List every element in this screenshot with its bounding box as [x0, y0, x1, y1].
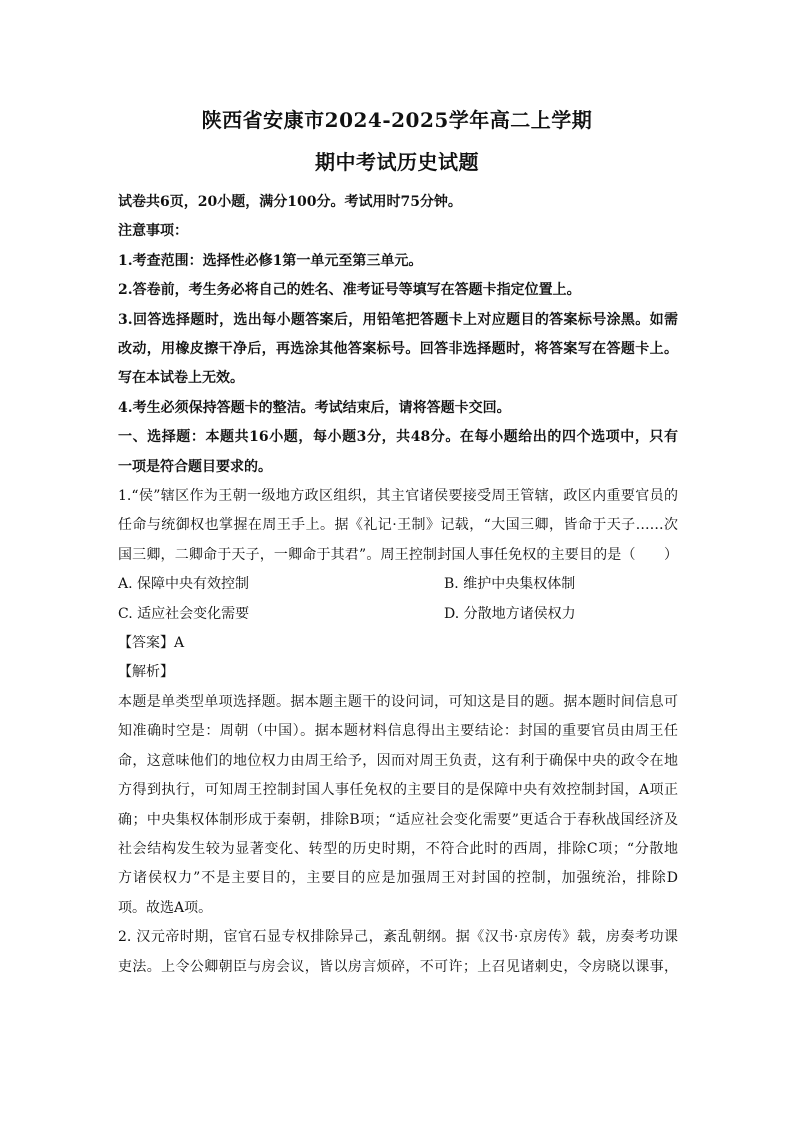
- analysis-line: 社会结构发生较为显著变化、转型的历史时期，不符合此时的西周，排除C项；“分散地: [118, 840, 678, 857]
- document-body: [118, 188, 678, 982]
- option-b: B. 维护中央集权体制: [444, 576, 576, 593]
- option-d: D. 分散地方诸侯权力: [444, 605, 576, 622]
- option-a: A. 保障中央有效控制: [118, 576, 250, 593]
- question-1-stem: 国三卿，二卿命于天子，一卿命于其君”。周王控制封国人事任免权的主要目的是（ ）: [118, 546, 678, 563]
- note-item: 改动，用橡皮擦干净后，再选涂其他答案标号。回答非选择题时，将答案写在答题卡上。: [118, 341, 678, 358]
- question-1-stem: 任命与统御权也掌握在周王手上。据《礼记·王制》记载，“大国三卿，皆命于天子……次: [118, 517, 678, 534]
- question-2-stem: 吏法。上令公卿朝臣与房会议，皆以房言烦碎，不可许；上召见诸刺史，令房晓以课事，: [118, 958, 678, 975]
- question-1-answer: 【答案】A: [118, 635, 185, 652]
- exam-intro: 试卷共6页，20小题，满分100分。考试用时75分钟。: [118, 194, 462, 210]
- note-item: 写在本试卷上无效。: [118, 370, 244, 387]
- note-item: 4.考生必须保持答题卡的整洁。考试结束后，请将答题卡交回。: [118, 399, 511, 416]
- question-1-options-row: [118, 600, 678, 629]
- analysis-line: 确；中央集权体制形成于秦朝，排除B项；“适应社会变化需要”更适合于春秋战国经济及: [118, 811, 678, 828]
- analysis-line: 项。故选A项。: [118, 899, 213, 916]
- option-c: C. 适应社会变化需要: [118, 605, 250, 622]
- question-1-options-row: [118, 570, 678, 599]
- note-item: 1.考查范围：选择性必修1第一单元至第三单元。: [118, 252, 423, 269]
- analysis-line: 知准确时空是：周朝（中国）。据本题材料信息得出主要结论：封国的重要官员由周王任: [118, 723, 678, 740]
- analysis-line: 命，这意味他们的地位权力由周王给予，因而对周王负责，这有利于确保中央的政令在地: [118, 752, 678, 769]
- notes-heading: 注意事项：: [118, 223, 188, 240]
- analysis-line: 本题是单类型单项选择题。据本题主题干的设问词，可知这是目的题。据本题时间信息可: [118, 693, 678, 710]
- question-2-stem: 2. 汉元帝时期，宦官石显专权排除异己，紊乱朝纲。据《汉书·京房传》载，房奏考功课: [118, 929, 678, 946]
- note-item: 2.答卷前，考生务必将自己的姓名、准考证号等填写在答题卡指定位置上。: [118, 282, 581, 299]
- analysis-line: 方得到执行，可知周王控制封国人事任免权的主要目的是保障中央有效控制封国，A项正: [118, 782, 678, 799]
- analysis-line: 方诸侯权力”不是主要目的，主要目的应是加强周王对封国的控制，加强统治，排除D: [118, 870, 678, 887]
- title-line-2: 期中考试历史试题: [315, 150, 479, 174]
- note-item: 3.回答选择题时，选出每小题答案后，用铅笔把答题卡上对应题目的答案标号涂黑。如需: [118, 311, 678, 328]
- title-line-1: 陕西省安康市2024-2025学年高二上学期: [201, 108, 593, 132]
- question-1-stem: 1.“侯”辖区作为王朝一级地方政区组织，其主官诸侯要接受周王管辖，政区内重要官员的: [118, 488, 678, 505]
- section-heading: 一项是符合题目要求的。: [118, 458, 272, 475]
- section-heading: 一、选择题：本题共16小题，每小题3分，共48分。在每小题给出的四个选项中，只有: [118, 429, 678, 446]
- question-1-analysis-heading: 【解析】: [118, 664, 174, 681]
